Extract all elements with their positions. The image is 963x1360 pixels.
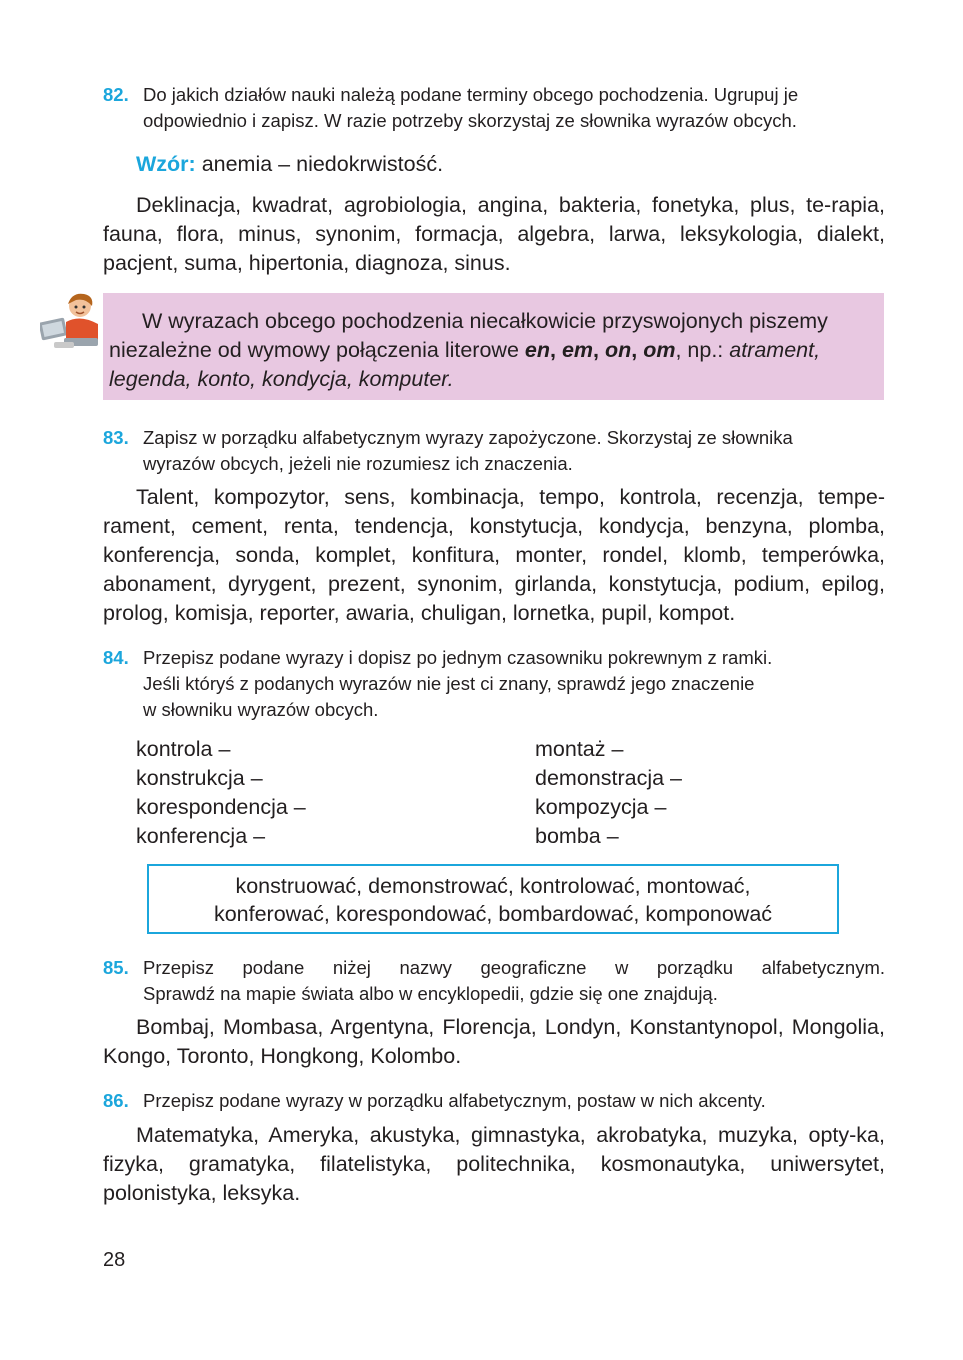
instruction-line: Przepisz podane wyrazy w porządku alfabetycznym, postaw w nich akcenty.	[143, 1090, 766, 1111]
instruction-line: Jeśli któryś z podanych wyrazów nie jest ci znany, sprawdź jego znaczenie	[143, 673, 755, 694]
boy-with-laptop-icon	[40, 292, 104, 352]
verb-box	[147, 864, 839, 934]
word-list: Deklinacja, kwadrat, agrobiologia, angina, bakteria, fonetyka, plus, te-rapia, fauna, flora, minus, synonim, formacja, algebra, larwa, leksykologia, dialekt, pacjent, suma, hipertonia, diagnoza, sinus.	[103, 193, 885, 275]
instruction-line: Do jakich działów nauki należą podane terminy obcego pochodzenia. Ugrupuj je	[143, 84, 799, 105]
exercise-83-words	[103, 483, 885, 628]
word-list: Matematyka, Ameryka, akustyka, gimnastyka, akrobatyka, muzyka, opty-ka, fizyka, gramatyka, filatelistyka, politechnika, kosmonautyka, uniwersytet, polonistyka, leksyka.	[103, 1123, 885, 1205]
exercise-number: 86.	[103, 1090, 129, 1111]
instruction-line: wyrazów obcych, jeżeli nie rozumiesz ich znaczenia.	[143, 453, 573, 474]
word-item: konstrukcja –	[136, 766, 263, 790]
pattern-text: anemia – niedokrwistość.	[201, 152, 444, 176]
exercise-86-instruction	[103, 1088, 885, 1114]
page-number: 28	[103, 1249, 126, 1271]
word-column-left	[136, 735, 306, 851]
instruction-line: odpowiednio i zapisz. W razie potrzeby skorzystaj ze słownika wyrazów obcych.	[143, 110, 797, 131]
verb-box-line: konferować, korespondować, bombardować, komponować	[213, 902, 773, 926]
word-column-right	[535, 735, 682, 851]
exercise-82-instruction	[103, 82, 885, 134]
exercise-number: 84.	[103, 647, 129, 668]
word-list: Bombaj, Mombasa, Argentyna, Florencja, Londyn, Konstantynopol, Mongolia, Kongo, Toronto, Hongkong, Kolombo.	[103, 1015, 885, 1068]
exercise-86-words	[103, 1121, 885, 1208]
instruction-line: Sprawdź na mapie świata albo w encyklopedii, gdzie się one znajdują.	[143, 983, 718, 1004]
instruction-line: Przepisz podane niżej nazwy geograficzne w porządku alfabetycznym.	[143, 957, 885, 978]
word-item: kontrola –	[136, 737, 231, 761]
word-item: korespondencja –	[136, 795, 306, 819]
exercise-85-instruction	[103, 955, 885, 1007]
word-list: Talent, kompozytor, sens, kombinacja, tempo, kontrola, recenzja, tempe-rament, cement, renta, tendencja, konstytucja, kondycja, benzyna, plomba, konferencja, sonda, komplet, konfitura, monter, rondel, klomb, temperówka, abonament, dyrygent, prezent, synonim, girlanda, konstytucja, podium, epilog, prolog, komisja, reporter, awaria, chuligan, lornetka, pupil, kompot.	[103, 485, 885, 625]
exercise-85-words	[103, 1013, 885, 1071]
rule-text: W wyrazach obcego pochodzenia niecałkowicie przyswojonych piszemy niezależne od wymowy połączenia literowe en, em, on, om, np.: atrament, legenda, konto, kondycja, komputer.	[109, 309, 828, 391]
pattern-label: Wzór:	[136, 152, 196, 176]
exercise-number: 82.	[103, 84, 129, 105]
word-item: montaż –	[535, 737, 624, 761]
verb-box-line: konstruować, demonstrować, kontrolować, montować,	[235, 874, 751, 898]
exercise-84-instruction	[103, 645, 885, 723]
exercise-number: 83.	[103, 427, 129, 448]
instruction-line: Zapisz w porządku alfabetycznym wyrazy zapożyczone. Skorzystaj ze słownika	[143, 427, 793, 448]
word-item: bomba –	[535, 824, 619, 848]
exercise-83-instruction	[103, 425, 885, 477]
word-item: konferencja –	[136, 824, 266, 848]
word-item: kompozycja –	[535, 795, 667, 819]
spelling-rule-box	[103, 293, 884, 400]
instruction-line: w słowniku wyrazów obcych.	[143, 699, 379, 720]
exercise-number: 85.	[103, 957, 129, 978]
exercise-82-words	[103, 191, 885, 278]
instruction-line: Przepisz podane wyrazy i dopisz po jednym czasowniku pokrewnym z ramki.	[143, 647, 773, 668]
word-item: demonstracja –	[535, 766, 682, 790]
example-pattern	[136, 150, 443, 179]
